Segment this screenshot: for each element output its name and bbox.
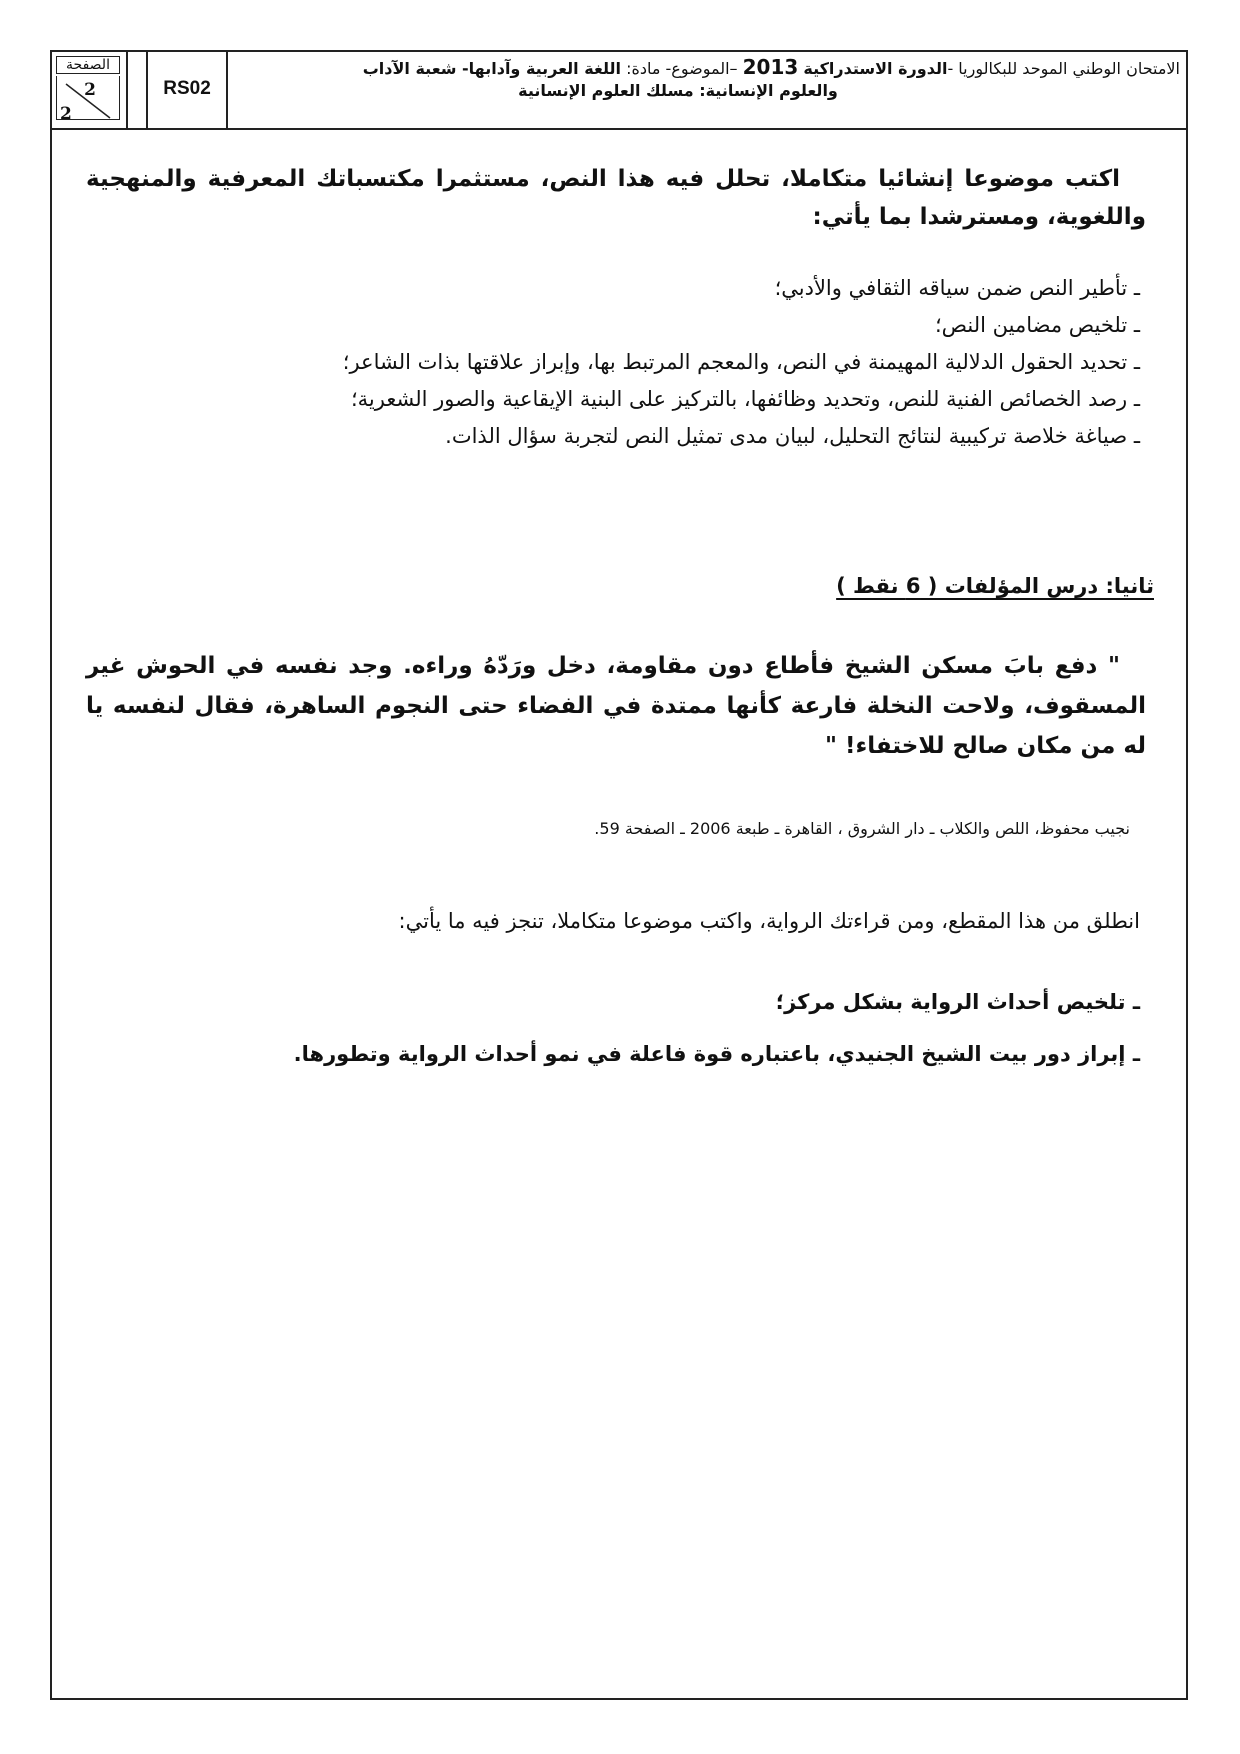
analysis-instructions: [86, 160, 1146, 236]
page-total: 2: [60, 104, 72, 124]
header-session: الدورة الاستدراكية: [803, 59, 948, 78]
excerpt-source: نجيب محفوظ، اللص والكلاب ـ دار الشروق ، القاهرة ـ طبعة 2006 ـ الصفحة 59.: [594, 819, 1130, 838]
list-item: ـ رصد الخصائص الفنية للنص، وتحديد وظائفها، بالتركيز على البنية الإيقاعية والصور الشعرية؛: [350, 387, 1140, 411]
analysis-criteria-list: [100, 270, 1140, 455]
list-item: ـ تلخيص مضامين النص؛: [935, 313, 1140, 337]
page-current: 2: [84, 80, 96, 100]
analysis-instructions-text: اكتب موضوعا إنشائيا متكاملا، تحلل فيه هذا النص، مستثمرا مكتسباتك المعرفية والمنهجية واللغوية، ومسترشدا بما يأتي:: [86, 166, 1146, 230]
page-number-box: [50, 50, 128, 128]
list-item: ـ إبراز دور بيت الشيخ الجنيدي، باعتباره قوة فاعلة في نمو أحداث الرواية وتطورها.: [293, 1042, 1140, 1066]
list-item: ـ تأطير النص ضمن سياقه الثقافي والأدبي؛: [774, 276, 1140, 300]
header-subject: اللغة العربية وآدابها- شعبة الآداب: [362, 59, 621, 78]
novel-excerpt-text: " دفع بابَ مسكن الشيخ فأطاع دون مقاومة، دخل ورَدّهُ وراءه. وجد نفسه في الحوش غير المسقوف، ولاحت النخلة فارعة كأنها ممتدة في الفضاء حتى النجوم الساهرة، فقال لنفسه يا له من مكان صالح للاختفاء! ": [86, 653, 1146, 759]
list-item: ـ تحديد الحقول الدلالية المهيمنة في النص، والمعجم المرتبط بها، وإبراز علاقتها بذات الشاعر؛: [342, 350, 1140, 374]
section2-title: ثانيا: درس المؤلفات ( 6 نقط ): [836, 574, 1154, 598]
exam-header: [236, 56, 1180, 102]
header-divider: [50, 128, 1188, 130]
exam-code: RS02: [146, 50, 228, 128]
essay-tasks-list: [150, 976, 1140, 1080]
essay-task: انطلق من هذا المقطع، ومن قراءتك الرواية، واكتب موضوعا متكاملا، تنجز فيه ما يأتي:: [398, 909, 1140, 933]
list-item: ـ تلخيص أحداث الرواية بشكل مركز؛: [775, 990, 1140, 1014]
page-label: الصفحة: [56, 56, 120, 74]
header-line1-a: الامتحان الوطني الموحد للبكالوريا -: [947, 59, 1180, 78]
novel-excerpt: [86, 646, 1146, 766]
header-line2: والعلوم الإنسانية: مسلك العلوم الإنسانية: [518, 81, 838, 100]
header-year: 2013: [742, 55, 799, 79]
header-line1-c: –الموضوع- مادة:: [626, 59, 738, 78]
list-item: ـ صياغة خلاصة تركيبية لنتائج التحليل، لبيان مدى تمثيل النص لتجربة سؤال الذات.: [445, 424, 1140, 448]
